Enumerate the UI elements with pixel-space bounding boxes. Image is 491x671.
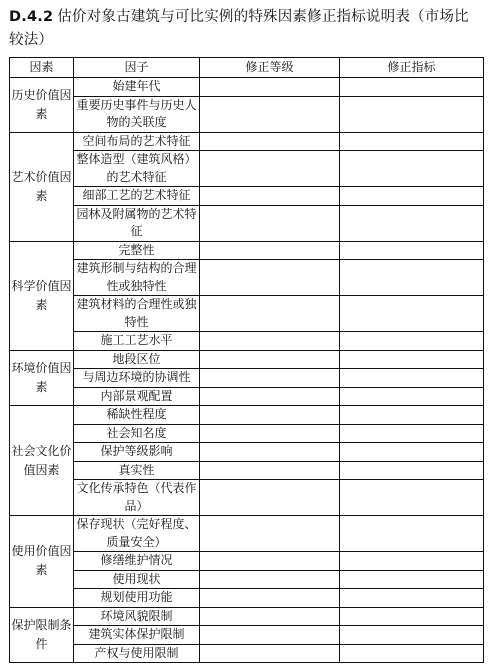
correction-index-cell[interactable] [340,424,484,443]
factor-cell: 真实性 [74,461,200,480]
correction-level-cell[interactable] [200,96,340,132]
correction-index-cell[interactable] [340,187,484,206]
table-row [10,644,484,663]
factor-cell: 建筑形制与结构的合理性或独特性 [74,260,200,296]
correction-index-cell[interactable] [340,369,484,388]
table-row [10,78,484,97]
correction-level-cell[interactable] [200,443,340,462]
table-row [10,443,484,462]
factor-cell: 细部工艺的艺术特征 [74,187,200,206]
table-row [10,296,484,332]
table-row [10,516,484,552]
factor-group-cell: 环境价值因素 [10,350,74,406]
table-body [10,78,484,663]
correction-index-cell[interactable] [340,443,484,462]
correction-index-cell[interactable] [340,644,484,663]
factor-cell: 地段区位 [74,350,200,369]
table-row [10,424,484,443]
table-row [10,332,484,351]
correction-index-cell[interactable] [340,461,484,480]
factor-cell: 产权与使用限制 [74,644,200,663]
correction-index-cell[interactable] [340,516,484,552]
correction-level-cell[interactable] [200,589,340,608]
correction-index-cell[interactable] [340,480,484,516]
factor-cell: 整体造型（建筑风格）的艺术特征 [74,151,200,187]
table-row [10,406,484,425]
document-title [9,6,483,52]
correction-level-cell[interactable] [200,424,340,443]
table-row [10,480,484,516]
table-row [10,151,484,187]
correction-index-cell[interactable] [340,350,484,369]
table-row [10,461,484,480]
factor-cell: 保护等级影响 [74,443,200,462]
table-row [10,387,484,406]
header-correction-level: 修正等级 [200,58,340,78]
factor-cell: 社会知名度 [74,424,200,443]
table-row [10,552,484,571]
correction-index-cell[interactable] [340,387,484,406]
table-row [10,350,484,369]
correction-level-cell[interactable] [200,607,340,626]
factor-cell: 文化传承特色（代表作品） [74,480,200,516]
table-row [10,132,484,151]
correction-index-cell[interactable] [340,151,484,187]
correction-level-cell[interactable] [200,387,340,406]
factor-cell: 园林及附属物的艺术特征 [74,205,200,241]
title-number: D.4.2 [9,9,54,25]
correction-index-cell[interactable] [340,589,484,608]
table-row [10,96,484,132]
factor-cell: 使用现状 [74,570,200,589]
correction-index-cell[interactable] [340,78,484,97]
correction-level-cell[interactable] [200,187,340,206]
correction-level-cell[interactable] [200,570,340,589]
correction-index-cell[interactable] [340,96,484,132]
factor-group-cell: 艺术价值因素 [10,132,74,241]
correction-index-cell[interactable] [340,241,484,260]
factor-cell: 始建年代 [74,78,200,97]
factor-group-cell: 科学价值因素 [10,241,74,350]
correction-level-cell[interactable] [200,516,340,552]
correction-level-cell[interactable] [200,461,340,480]
correction-level-cell[interactable] [200,406,340,425]
correction-level-cell[interactable] [200,626,340,645]
factor-group-cell: 保护限制条件 [10,607,74,663]
table-row [10,260,484,296]
correction-index-cell[interactable] [340,570,484,589]
correction-level-cell[interactable] [200,552,340,571]
factor-cell: 空间布局的艺术特征 [74,132,200,151]
correction-level-cell[interactable] [200,296,340,332]
correction-index-cell[interactable] [340,132,484,151]
correction-level-cell[interactable] [200,78,340,97]
correction-index-cell[interactable] [340,552,484,571]
title-text: 估价对象古建筑与可比实例的特殊因素修正指标说明表（市场比较法） [9,9,469,48]
correction-level-cell[interactable] [200,350,340,369]
correction-level-cell[interactable] [200,205,340,241]
correction-level-cell[interactable] [200,332,340,351]
table-row [10,205,484,241]
correction-level-cell[interactable] [200,132,340,151]
factor-cell: 与周边环境的协调性 [74,369,200,388]
correction-level-cell[interactable] [200,644,340,663]
table-row [10,241,484,260]
correction-level-cell[interactable] [200,241,340,260]
table-row [10,626,484,645]
table-row [10,589,484,608]
factor-cell: 环境风貌限制 [74,607,200,626]
factor-cell: 完整性 [74,241,200,260]
table-row [10,369,484,388]
correction-level-cell[interactable] [200,151,340,187]
correction-index-cell[interactable] [340,626,484,645]
factor-cell: 规划使用功能 [74,589,200,608]
correction-index-table [9,57,484,663]
factor-cell: 保存现状（完好程度、质量安全） [74,516,200,552]
factor-cell: 内部景观配置 [74,387,200,406]
correction-index-cell[interactable] [340,205,484,241]
correction-index-cell[interactable] [340,260,484,296]
correction-index-cell[interactable] [340,296,484,332]
header-factor: 因子 [74,58,200,78]
factor-cell: 建筑材料的合理性或独特性 [74,296,200,332]
factor-cell: 施工工艺水平 [74,332,200,351]
table-header-row [10,58,484,78]
header-correction-index: 修正指标 [340,58,484,78]
factor-cell: 建筑实体保护限制 [74,626,200,645]
factor-cell: 修缮维护情况 [74,552,200,571]
correction-index-cell[interactable] [340,406,484,425]
factor-group-cell: 社会文化价值因素 [10,406,74,516]
factor-group-cell: 历史价值因素 [10,78,74,133]
correction-index-cell[interactable] [340,607,484,626]
correction-index-cell[interactable] [340,332,484,351]
factor-group-cell: 使用价值因素 [10,516,74,608]
factor-cell: 稀缺性程度 [74,406,200,425]
header-factor-group: 因素 [10,58,74,78]
table-row [10,607,484,626]
correction-level-cell[interactable] [200,260,340,296]
table-row [10,187,484,206]
correction-level-cell[interactable] [200,369,340,388]
correction-level-cell[interactable] [200,480,340,516]
factor-cell: 重要历史事件与历史人物的关联度 [74,96,200,132]
table-row [10,570,484,589]
